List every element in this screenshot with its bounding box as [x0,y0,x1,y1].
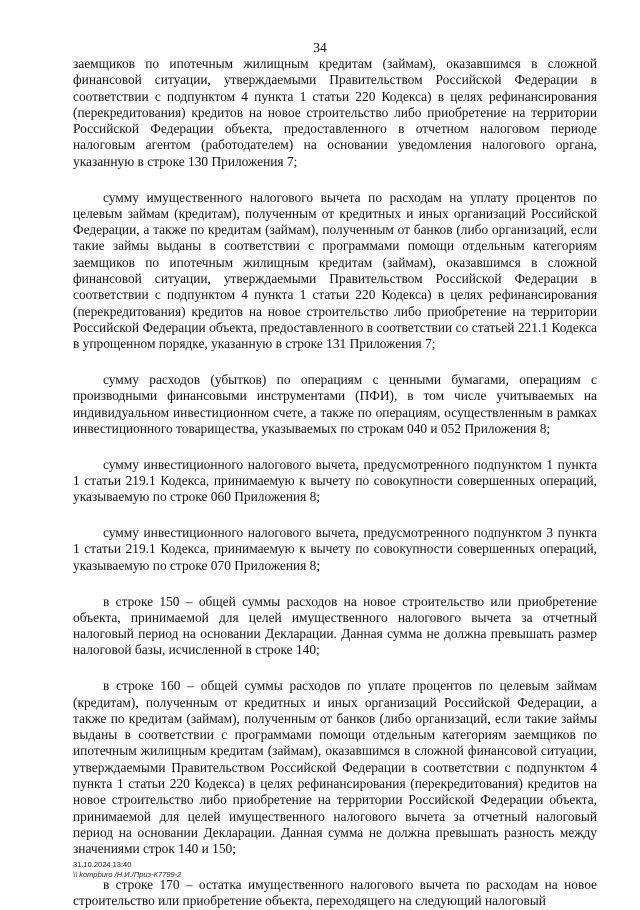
paragraph: в строке 160 – общей суммы расходов по уплате процентов по целевым займам (кредитам), полученным от кредитных и иных организаций Российской Федерации, а также по кредитам (займам), полученным от банков (либо организаций, если такие займы выданы в соответствии с программами помощи отдельным категориям заемщиков по ипотечным жилищным кредитам (займам), оказавшимся в сложной финансовой ситуации, утверждаемыми Правительством Российской Федерации в соответствии с подпунктом 4 пункта 1 статьи 220 Кодекса) в целях рефинансирования (перекредитования) кредитов на новое строительство либо приобретение на территории Российской Федерации объекта, принимаемой для целей имущественного налогового вычета за отчетный налоговый период на основании Декларации. Данная сумма не должна превышать разность между значениями строк 140 и 150; [73,678,597,857]
footer-timestamp: 31.10.2024 13:40 [73,860,132,869]
paragraph: сумму имущественного налогового вычета по расходам на уплату процентов по целевым займам (кредитам), полученным от кредитных и иных организаций Российской Федерации, а также по кредитам (займам), полученным от банков (либо организаций, если такие займы выданы в соответствии с программами помощи отдельным категориям заемщиков по ипотечным жилищным кредитам (займам), оказавшимся в сложной финансовой ситуации, утверждаемыми Правительством Российской Федерации в соответствии с подпунктом 4 пункта 1 статьи 220 Кодекса) в целях рефинансирования (перекредитования) кредитов на новое строительство либо приобретение на территории Российской Федерации объекта, предоставленного в соответствии со статьей 221.1 Кодекса в упрощенном порядке, указанную в строке 131 Приложения 7; [73,189,597,352]
document-footer [73,860,181,879]
paragraph-truncated: в строке 170 – остатка имущественного налогового вычета по расходам на новое строительство или приобретение объекта, переходящего на следующий налоговый [73,876,597,909]
paragraph: сумму инвестиционного налогового вычета, предусмотренного подпунктом 3 пункта 1 статьи 219.1 Кодекса, принимаемую к вычету по совокупности совершенных операций, указываемую по строке 070 Приложения 8; [73,525,597,573]
paragraph: сумму инвестиционного налогового вычета, предусмотренного подпунктом 1 пункта 1 статьи 219.1 Кодекса, принимаемую к вычету по совокупности совершенных операций, указываемую по строке 060 Приложения 8; [73,456,597,505]
paragraph-continuation: заемщиков по ипотечным жилищным кредитам (займам), оказавшимся в сложной финансовой ситуации, утверждаемыми Правительством Российской Федерации в соответствии с подпунктом 4 пункта 1 статьи 220 Кодекса) в целях рефинансирования (перекредитования) кредитов на новое строительство либо приобретение на территории Российской Федерации объекта, предоставленного в отчетном налоговом периоде налоговым агентом (работодателем) на основании уведомления налогового органа, указанную в строке 130 Приложения 7; [73,56,597,169]
footer-file-path: \\ kompburo /Н.И./Приз-К7799-2 [73,869,182,879]
paragraph: сумму расходов (убытков) по операциям с ценными бумагами, операциям с производными финансовыми инструментами (ПФИ), в том числе учитываемых на индивидуальном инвестиционном счете, а также по операциям, осуществленным в рамках инвестиционного товарищества, указываемых по строкам 040 и 052 Приложения 8; [73,372,597,436]
paragraph: в строке 150 – общей суммы расходов на новое строительство или приобретение объекта, принимаемой для целей имущественного налогового вычета за отчетный налоговый период на основании Декларации. Данная сумма не должна превышать размер налоговой базы, исчисленной в строке 140; [73,593,597,658]
document-body [73,56,597,910]
page-number: 34 [313,40,327,55]
